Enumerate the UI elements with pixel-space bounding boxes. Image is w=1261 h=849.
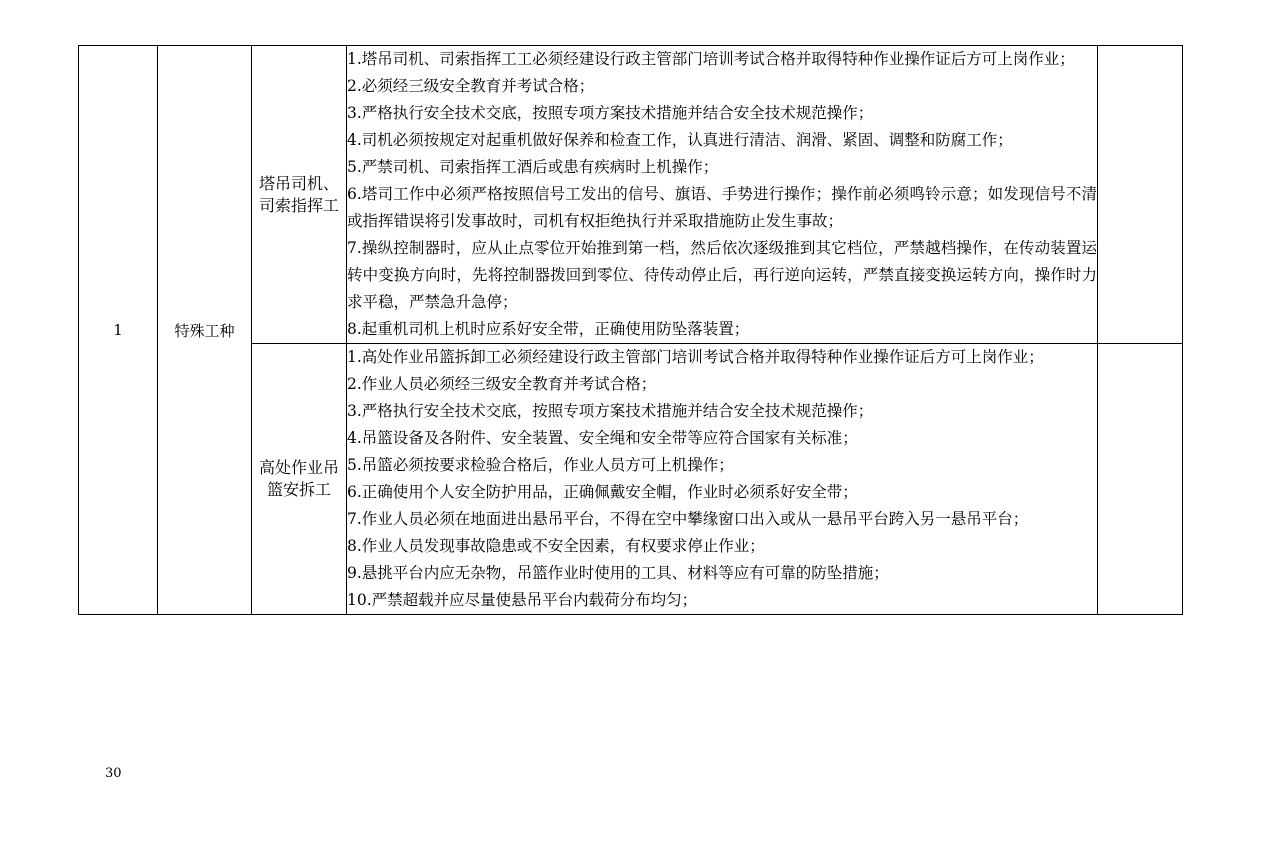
list-item: 2.必须经三级安全教育并考试合格；	[347, 77, 595, 95]
list-item: 2.作业人员必须经三级安全教育并考试合格；	[347, 375, 657, 393]
table-row	[79, 46, 1183, 344]
list-item: 5.吊篮必须按要求检验合格后，作业人员方可上机操作；	[347, 456, 734, 474]
list-item: 1.高处作业吊篮拆卸工必须经建设行政主管部门培训考试合格并取得特种作业操作证后方可上岗作业；	[347, 348, 1044, 366]
safety-requirements-table	[78, 45, 1183, 615]
requirements-cell	[347, 344, 1098, 615]
role-cell	[252, 344, 347, 615]
list-item: 3.严格执行安全技术交底，按照专项方案技术措施并结合安全技术规范操作；	[347, 402, 874, 420]
role-cell	[252, 46, 347, 344]
list-item: 8.起重机司机上机时应系好安全带，正确使用防坠落装置；	[347, 320, 750, 338]
list-item: 4.司机必须按规定对起重机做好保养和检查工作，认真进行清洁、润滑、紧固、调整和防腐工作；	[347, 131, 1013, 149]
remarks-cell	[1098, 46, 1183, 344]
list-item: 10.严禁超载并应尽量使悬吊平台内载荷分布均匀；	[347, 591, 698, 609]
list-item: 4.吊篮设备及各附件、安全装置、安全绳和安全带等应符合国家有关标准；	[347, 429, 858, 447]
page-number: 30	[105, 766, 122, 781]
row-number: 1	[113, 321, 123, 339]
list-item: 9.悬挑平台内应无杂物，吊篮作业时使用的工具、材料等应有可靠的防坠措施；	[347, 564, 889, 582]
category-cell	[158, 46, 252, 615]
requirements-cell	[347, 46, 1098, 344]
list-item: 7.作业人员必须在地面进出悬吊平台，不得在空中攀缘窗口出入或从一悬吊平台跨入另一悬吊平台；	[347, 510, 1029, 528]
remarks-cell	[1098, 344, 1183, 615]
category-label: 特殊工种	[174, 321, 235, 340]
list-item: 3.严格执行安全技术交底，按照专项方案技术措施并结合安全技术规范操作；	[347, 104, 874, 122]
role-label: 塔吊司机、司索指挥工	[258, 173, 339, 215]
list-item: 6.塔司工作中必须严格按照信号工发出的信号、旗语、手势进行操作；操作前必须鸣铃示意；如发现信号不清或指挥错误将引发事故时，司机有权拒绝执行并采取措施防止发生事故；	[347, 185, 1097, 230]
list-item: 7.操纵控制器时，应从止点零位开始推到第一档，然后依次逐级推到其它档位，严禁越档操作，在传动装置运转中变换方向时，先将控制器拨回到零位、待传动停止后，再行逆向运转，严禁直接变换运转方向，操作时力求平稳，严禁急升急停；	[347, 239, 1097, 311]
role-label: 高处作业吊篮安拆工	[258, 458, 339, 499]
list-item: 5.严禁司机、司索指挥工酒后或患有疾病时上机操作；	[347, 158, 719, 176]
row-number-cell	[79, 46, 158, 615]
list-item: 8.作业人员发现事故隐患或不安全因素，有权要求停止作业；	[347, 537, 765, 555]
list-item: 6.正确使用个人安全防护用品，正确佩戴安全帽，作业时必须系好安全带；	[347, 483, 858, 501]
list-item: 1.塔吊司机、司索指挥工工必须经建设行政主管部门培训考试合格并取得特种作业操作证后方可上岗作业；	[347, 50, 1075, 68]
